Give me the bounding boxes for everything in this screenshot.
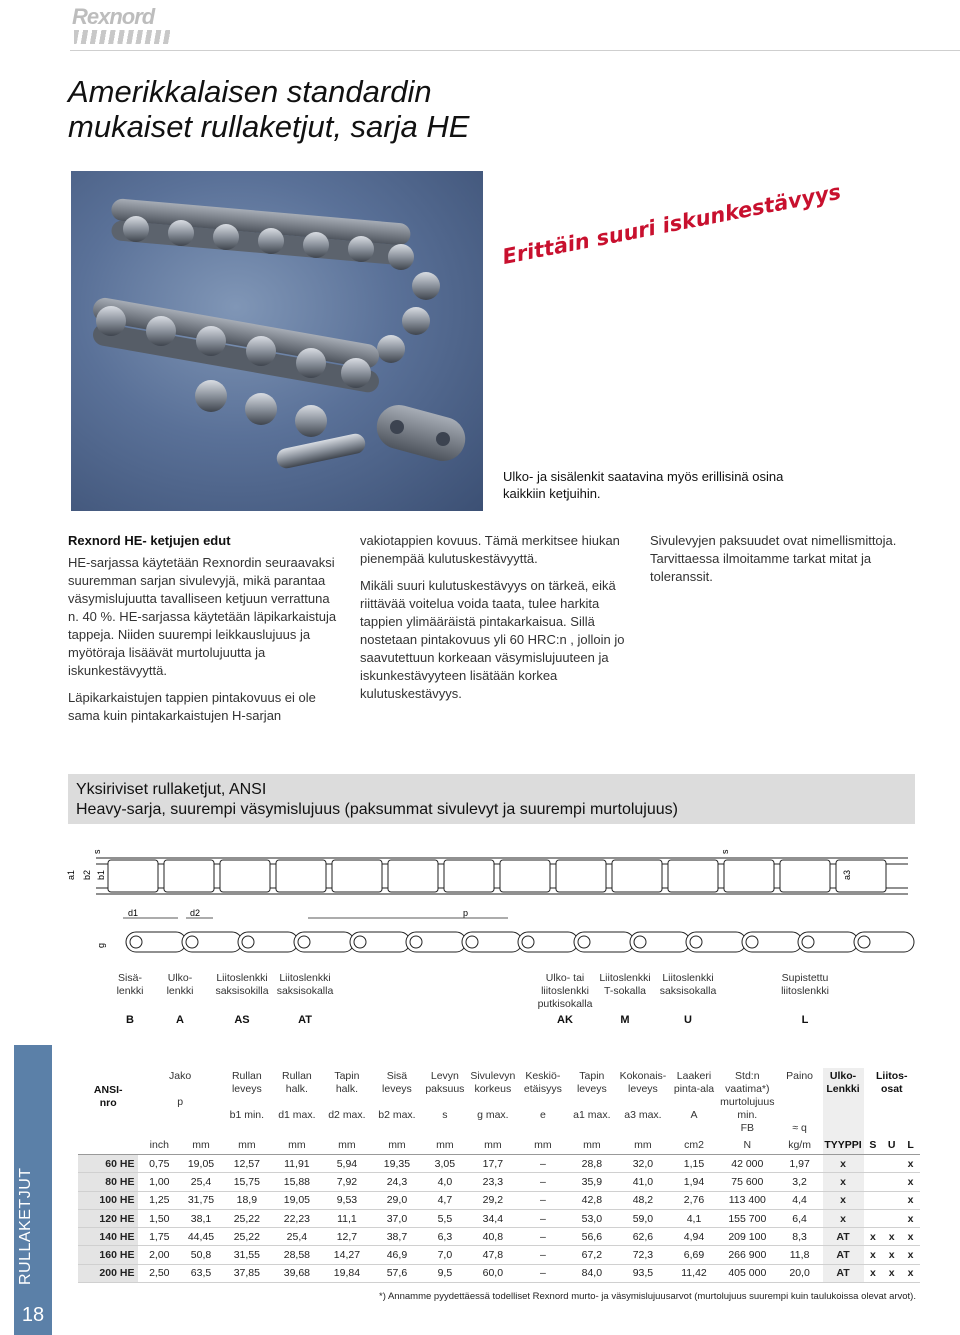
cell-b2: 37,0: [372, 1209, 422, 1227]
intro-paragraph: HE-sarjassa käytetään Rexnordin seuraavaksi suuremman sarjan sivulevyjä, mikä parantaa väsymislujuutta tavalliseen ketjuun verrattuna n. 40 %. HE-sarjassa käytetään läpikarkaistuja tappeja. Niiden suurempi leikkauslujuus ja myötöraja lisäävät murtolujuutta ja iskunkestävyyttä.: [68, 555, 337, 678]
cell-inch: 2,00: [138, 1246, 180, 1264]
table-row: [78, 1191, 920, 1209]
table-row: [78, 1155, 920, 1173]
title-line-2: mukaiset rullaketjut, sarja HE: [68, 109, 470, 144]
unit-cell: mm: [222, 1137, 272, 1155]
cell-g: 47,8: [468, 1246, 518, 1264]
cell-b2: 19,35: [372, 1155, 422, 1173]
cell-g: 60,0: [468, 1264, 518, 1282]
cell-l: x: [901, 1246, 920, 1264]
link-type: [265, 972, 345, 1026]
link-type-code: A: [176, 1014, 184, 1026]
unit-cell: mm: [180, 1137, 222, 1155]
col-std: Std:n vaatima*) murtolujuus min. FB: [720, 1070, 775, 1134]
cell-g: 17,7: [468, 1155, 518, 1173]
cell-tyyppi: AT: [823, 1246, 864, 1264]
cell-inch: 1,50: [138, 1209, 180, 1227]
header-rule: [70, 50, 960, 51]
label-a3: a3: [842, 869, 852, 880]
ansi-number: 80 HE: [78, 1173, 138, 1191]
caption-line-1: Ulko- ja sisälenkit saatavina myös erillisinä osina: [503, 469, 784, 484]
cell-tyyppi: x: [823, 1155, 864, 1173]
label-s-left: s: [92, 849, 102, 854]
link-type-name: Liitoslenkki saksisokalla: [276, 972, 334, 997]
page-number: 18: [21, 1304, 45, 1326]
cell-q: 3,2: [777, 1173, 823, 1191]
cell-p: 38,1: [180, 1209, 222, 1227]
link-type-code: AS: [234, 1014, 250, 1026]
cell-a3: 48,2: [616, 1191, 670, 1209]
cell-inch: 1,75: [138, 1228, 180, 1246]
cell-e: –: [518, 1209, 568, 1227]
link-type-name: Sisä- lenkki: [116, 972, 144, 997]
cell-b1: 25,22: [222, 1228, 272, 1246]
cell-d1: 15,88: [272, 1173, 322, 1191]
cell-b1: 12,57: [222, 1155, 272, 1173]
cell-a: 2,76: [670, 1191, 718, 1209]
cell-s: x: [864, 1264, 883, 1282]
cell-a: 4,94: [670, 1228, 718, 1246]
table-row: [78, 1228, 920, 1246]
label-a1: a1: [66, 869, 76, 880]
col-paino: Paino ≈ q: [786, 1070, 814, 1134]
cell-g: 23,3: [468, 1173, 518, 1191]
chain-roller: [522, 936, 534, 948]
cell-q: 1,97: [777, 1155, 823, 1173]
chain-roller: [802, 936, 814, 948]
cell-g: 34,4: [468, 1209, 518, 1227]
cell-q: 6,4: [777, 1209, 823, 1227]
cell-s: 7,0: [422, 1246, 468, 1264]
link-type-code: L: [801, 1014, 809, 1026]
cell-b2: 57,6: [372, 1264, 422, 1282]
chain-plate-top: [612, 860, 662, 892]
chain-roller: [746, 936, 758, 948]
intro-column-3: [650, 532, 920, 595]
cell-d1: 11,91: [272, 1155, 322, 1173]
intro-paragraph: vakiotappien kovuus. Tämä merkitsee hiukan pienempää kulutuskestävyyttä.: [360, 533, 620, 566]
cell-a1: 28,8: [568, 1155, 616, 1173]
cell-s: 4,7: [422, 1191, 468, 1209]
cell-p: 19,05: [180, 1155, 222, 1173]
unit-cell: cm2: [670, 1137, 718, 1155]
intro-paragraph: Läpikarkaistujen tappien pintakovuus ei ole sama kuin pintakarkaistujen H-sarjan: [68, 690, 316, 723]
section-header: [68, 774, 915, 824]
cell-inch: 1,25: [138, 1191, 180, 1209]
intro-column-2: [360, 532, 630, 712]
cell-fb: 155 700: [718, 1209, 777, 1227]
cell-e: –: [518, 1264, 568, 1282]
cell-u: [882, 1173, 901, 1191]
chain-dimension-diagram: [68, 836, 928, 966]
ansi-number: 140 HE: [78, 1228, 138, 1246]
label-b1: b1: [96, 869, 106, 880]
chain-plate-top: [724, 860, 774, 892]
table-row: [78, 1173, 920, 1191]
cell-e: –: [518, 1155, 568, 1173]
chain-roller: [634, 936, 646, 948]
col-laakeri: Laakeri pinta-ala A: [673, 1070, 715, 1121]
table-row: [78, 1209, 920, 1227]
unit-cell: mm: [616, 1137, 670, 1155]
intro-heading: Rexnord HE- ketjujen edut: [68, 533, 231, 548]
label-d2: d2: [190, 908, 201, 918]
table-units-row: [78, 1137, 920, 1155]
link-type-code: B: [126, 1014, 134, 1026]
cell-b2: 46,9: [372, 1246, 422, 1264]
chain-roller: [186, 936, 198, 948]
chain-plate-top: [444, 860, 494, 892]
cell-d2: 11,1: [322, 1209, 372, 1227]
cell-d1: 19,05: [272, 1191, 322, 1209]
cell-tyyppi: AT: [823, 1264, 864, 1282]
cell-d1: 39,68: [272, 1264, 322, 1282]
cell-s: 4,0: [422, 1173, 468, 1191]
cell-a1: 56,6: [568, 1228, 616, 1246]
cell-inch: 1,00: [138, 1173, 180, 1191]
chain-roller: [578, 936, 590, 948]
unit-cell: mm: [468, 1137, 518, 1155]
section-subtitle: Heavy-sarja, suurempi väsymislujuus (paksummat sivulevyt ja suurempi murtolujuus): [76, 801, 678, 818]
chain-plate-top: [556, 860, 606, 892]
section-sidebar: [14, 1045, 52, 1335]
cell-e: –: [518, 1228, 568, 1246]
label-g: g: [96, 942, 106, 948]
chain-roller: [410, 936, 422, 948]
cell-d1: 25,4: [272, 1228, 322, 1246]
label-b2: b2: [82, 869, 92, 880]
cell-inch: 2,50: [138, 1264, 180, 1282]
caption-line-2: kaikkiin ketjuihin.: [503, 486, 601, 501]
col-tapin-leveys: Tapin leveys a1 max.: [573, 1070, 611, 1121]
unit-cell: L: [901, 1137, 920, 1155]
table-row: [78, 1246, 920, 1264]
cell-p: 63,5: [180, 1264, 222, 1282]
cell-u: [882, 1209, 901, 1227]
col-ansi: ANSI- nro: [93, 1084, 123, 1109]
cell-g: 40,8: [468, 1228, 518, 1246]
cell-d1: 22,23: [272, 1209, 322, 1227]
link-type-code: AK: [557, 1014, 573, 1026]
chain-plate-top: [388, 860, 438, 892]
cell-a: 6,69: [670, 1246, 718, 1264]
cell-u: [882, 1191, 901, 1209]
unit-cell: [78, 1137, 138, 1155]
unit-cell: mm: [272, 1137, 322, 1155]
col-keskioetaisyys: Keskiö- etäisyys e: [523, 1070, 562, 1121]
cell-q: 4,4: [777, 1191, 823, 1209]
cell-a3: 72,3: [616, 1246, 670, 1264]
ansi-number: 60 HE: [78, 1155, 138, 1173]
link-type: [648, 972, 728, 1026]
cell-u: x: [882, 1228, 901, 1246]
cell-l: x: [901, 1228, 920, 1246]
chain-plate-top: [332, 860, 382, 892]
cell-fb: 266 900: [718, 1246, 777, 1264]
chain-photo: [71, 171, 483, 511]
rexnord-logo: Rexnord: [72, 4, 155, 29]
cell-a1: 35,9: [568, 1173, 616, 1191]
cell-tyyppi: AT: [823, 1228, 864, 1246]
link-type-name: Supistettu liitoslenkki: [781, 972, 829, 997]
ansi-number: 160 HE: [78, 1246, 138, 1264]
cell-tyyppi: x: [823, 1191, 864, 1209]
cell-b1: 37,85: [222, 1264, 272, 1282]
cell-d2: 9,53: [322, 1191, 372, 1209]
cell-a1: 67,2: [568, 1246, 616, 1264]
cell-s: [864, 1209, 883, 1227]
chain-plate-top: [108, 860, 158, 892]
label-d1: d1: [128, 908, 139, 918]
unit-cell: mm: [518, 1137, 568, 1155]
cell-d2: 5,94: [322, 1155, 372, 1173]
cell-u: [882, 1155, 901, 1173]
chain-plate-top: [276, 860, 326, 892]
cell-s: 6,3: [422, 1228, 468, 1246]
section-title: Yksiriviset rullaketjut, ANSI: [76, 781, 267, 798]
cell-p: 25,4: [180, 1173, 222, 1191]
cell-d2: 14,27: [322, 1246, 372, 1264]
cell-l: x: [901, 1209, 920, 1227]
cell-a3: 41,0: [616, 1173, 670, 1191]
chain-roller: [130, 936, 142, 948]
cell-s: 3,05: [422, 1155, 468, 1173]
unit-cell: inch: [138, 1137, 180, 1155]
cell-a3: 62,6: [616, 1228, 670, 1246]
link-type-code: AT: [298, 1014, 312, 1026]
chain-plate-top: [164, 860, 214, 892]
col-sivulevyn-korkeus: Sivulevyn korkeus g max.: [470, 1070, 516, 1121]
table-header-row: [78, 1068, 920, 1137]
unit-cell: mm: [372, 1137, 422, 1155]
chain-roller: [690, 936, 702, 948]
col-rullan-leveys: Rullan leveys b1 min.: [229, 1070, 265, 1121]
cell-a1: 42,8: [568, 1191, 616, 1209]
unit-cell: S: [864, 1137, 883, 1155]
col-sisa-leveys: Sisä leveys b2 max.: [378, 1070, 416, 1121]
cell-a: 1,94: [670, 1173, 718, 1191]
intro-paragraph: Mikäli suuri kulutuskestävyys on tärkeä, eikä riittävää voitelua voida taata, tulee harkita tappien ylimääräistä pintakarkaisua. Sillä nostetaan pintakovuus yli 60 HRC:n , jolloin jo saavutettuun korkeaan väsymislujuuteen ja iskunkestävyyteen lisätään korkea kulutuskestävyys.: [360, 578, 625, 701]
cell-l: x: [901, 1155, 920, 1173]
cell-q: 11,8: [777, 1246, 823, 1264]
cell-a: 1,15: [670, 1155, 718, 1173]
cell-fb: 42 000: [718, 1155, 777, 1173]
chain-roller: [858, 936, 870, 948]
logo-stripes: [74, 30, 170, 44]
cell-tyyppi: x: [823, 1209, 864, 1227]
chain-plate-top: [780, 860, 830, 892]
cell-d2: 7,92: [322, 1173, 372, 1191]
cell-a1: 53,0: [568, 1209, 616, 1227]
cell-l: x: [901, 1191, 920, 1209]
link-type: [765, 972, 845, 1026]
cell-s: 9,5: [422, 1264, 468, 1282]
roller-chain-image: [71, 171, 483, 511]
footnote: *) Annamme pyydettäessä todelliset Rexnord murto- ja väsymislujuusarvot (murtolujuus suurempi kuin taulukoissa olevat arvot).: [379, 1291, 916, 1302]
cell-p: 44,45: [180, 1228, 222, 1246]
cell-s: x: [864, 1246, 883, 1264]
cell-e: –: [518, 1246, 568, 1264]
cell-d2: 12,7: [322, 1228, 372, 1246]
link-type-name: Liitoslenkki saksisokilla: [215, 972, 269, 997]
cell-l: x: [901, 1173, 920, 1191]
cell-s: [864, 1191, 883, 1209]
chain-roller: [354, 936, 366, 948]
cell-g: 29,2: [468, 1191, 518, 1209]
intro-paragraph: Sivulevyjen paksuudet ovat nimellismittoja. Tarvittaessa ilmoitamme tarkat mitat ja toleranssit.: [650, 533, 897, 584]
cell-l: x: [901, 1264, 920, 1282]
unit-cell: kg/m: [777, 1137, 823, 1155]
cell-s: [864, 1155, 883, 1173]
spec-table: [78, 1068, 920, 1283]
chain-plate-top: [220, 860, 270, 892]
cell-b1: 15,75: [222, 1173, 272, 1191]
photo-caption: [503, 468, 783, 502]
unit-cell: mm: [568, 1137, 616, 1155]
cell-p: 50,8: [180, 1246, 222, 1264]
slogan-text: Erittäin suuri iskunkestävyys: [500, 179, 843, 269]
cell-b1: 25,22: [222, 1209, 272, 1227]
title-line-1: Amerikkalaisen standardin: [68, 74, 432, 109]
cell-a1: 84,0: [568, 1264, 616, 1282]
ansi-number: 120 HE: [78, 1209, 138, 1227]
cell-a: 4,1: [670, 1209, 718, 1227]
link-type-name: Ulko- lenkki: [166, 972, 194, 997]
intro-column-1: [68, 532, 338, 734]
col-kokonaisleveys: Kokonais- leveys a3 max.: [619, 1070, 667, 1121]
cell-a: 11,42: [670, 1264, 718, 1282]
chain-roller: [466, 936, 478, 948]
link-type-code: U: [684, 1014, 692, 1026]
table-row: [78, 1264, 920, 1282]
chain-roller: [298, 936, 310, 948]
col-liitososat: Liitos- osat: [876, 1070, 908, 1095]
cell-b2: 38,7: [372, 1228, 422, 1246]
cell-fb: 75 600: [718, 1173, 777, 1191]
cell-tyyppi: x: [823, 1173, 864, 1191]
cell-b2: 24,3: [372, 1173, 422, 1191]
cell-b2: 29,0: [372, 1191, 422, 1209]
cell-s: [864, 1173, 883, 1191]
ansi-number: 100 HE: [78, 1191, 138, 1209]
cell-e: –: [518, 1191, 568, 1209]
cell-d1: 28,58: [272, 1246, 322, 1264]
col-rullan-halk: Rullan halk. d1 max.: [278, 1070, 316, 1121]
cell-q: 20,0: [777, 1264, 823, 1282]
link-type-name: Ulko- tai liitoslenkki putkisokalla: [537, 972, 593, 1010]
cell-fb: 113 400: [718, 1191, 777, 1209]
label-p: p: [463, 908, 469, 918]
cell-u: x: [882, 1264, 901, 1282]
unit-cell: N: [718, 1137, 777, 1155]
cell-e: –: [518, 1173, 568, 1191]
unit-cell: U: [882, 1137, 901, 1155]
col-jako: Jako p: [169, 1070, 192, 1108]
cell-s: x: [864, 1228, 883, 1246]
col-levyn-paksuus: Levyn paksuus s: [425, 1070, 465, 1121]
sidebar-label: RULLAKETJUT: [17, 1167, 34, 1285]
chain-roller: [242, 936, 254, 948]
col-ulkolenkki: Ulko- Lenkki: [823, 1068, 864, 1137]
link-type-name: Liitoslenkki saksisokalla: [659, 972, 717, 997]
cell-inch: 0,75: [138, 1155, 180, 1173]
cell-p: 31,75: [180, 1191, 222, 1209]
cell-d2: 19,84: [322, 1264, 372, 1282]
link-type-code: M: [620, 1014, 630, 1026]
chain-plate-top: [668, 860, 718, 892]
chain-plate-top: [500, 860, 550, 892]
cell-b1: 18,9: [222, 1191, 272, 1209]
cell-u: x: [882, 1246, 901, 1264]
col-tapin-halk: Tapin halk. d2 max.: [328, 1070, 366, 1121]
label-s-right: s: [720, 849, 730, 854]
cell-a3: 59,0: [616, 1209, 670, 1227]
unit-cell: mm: [322, 1137, 372, 1155]
unit-cell: mm: [422, 1137, 468, 1155]
cell-a3: 93,5: [616, 1264, 670, 1282]
ansi-number: 200 HE: [78, 1264, 138, 1282]
cell-q: 8,3: [777, 1228, 823, 1246]
cell-b1: 31,55: [222, 1246, 272, 1264]
unit-cell: TYYPPI: [823, 1137, 864, 1155]
cell-fb: 405 000: [718, 1264, 777, 1282]
cell-a3: 32,0: [616, 1155, 670, 1173]
cell-s: 5,5: [422, 1209, 468, 1227]
cell-fb: 209 100: [718, 1228, 777, 1246]
link-type-name: Liitoslenkki T-sokalla: [599, 972, 651, 997]
page-title: [68, 74, 469, 144]
